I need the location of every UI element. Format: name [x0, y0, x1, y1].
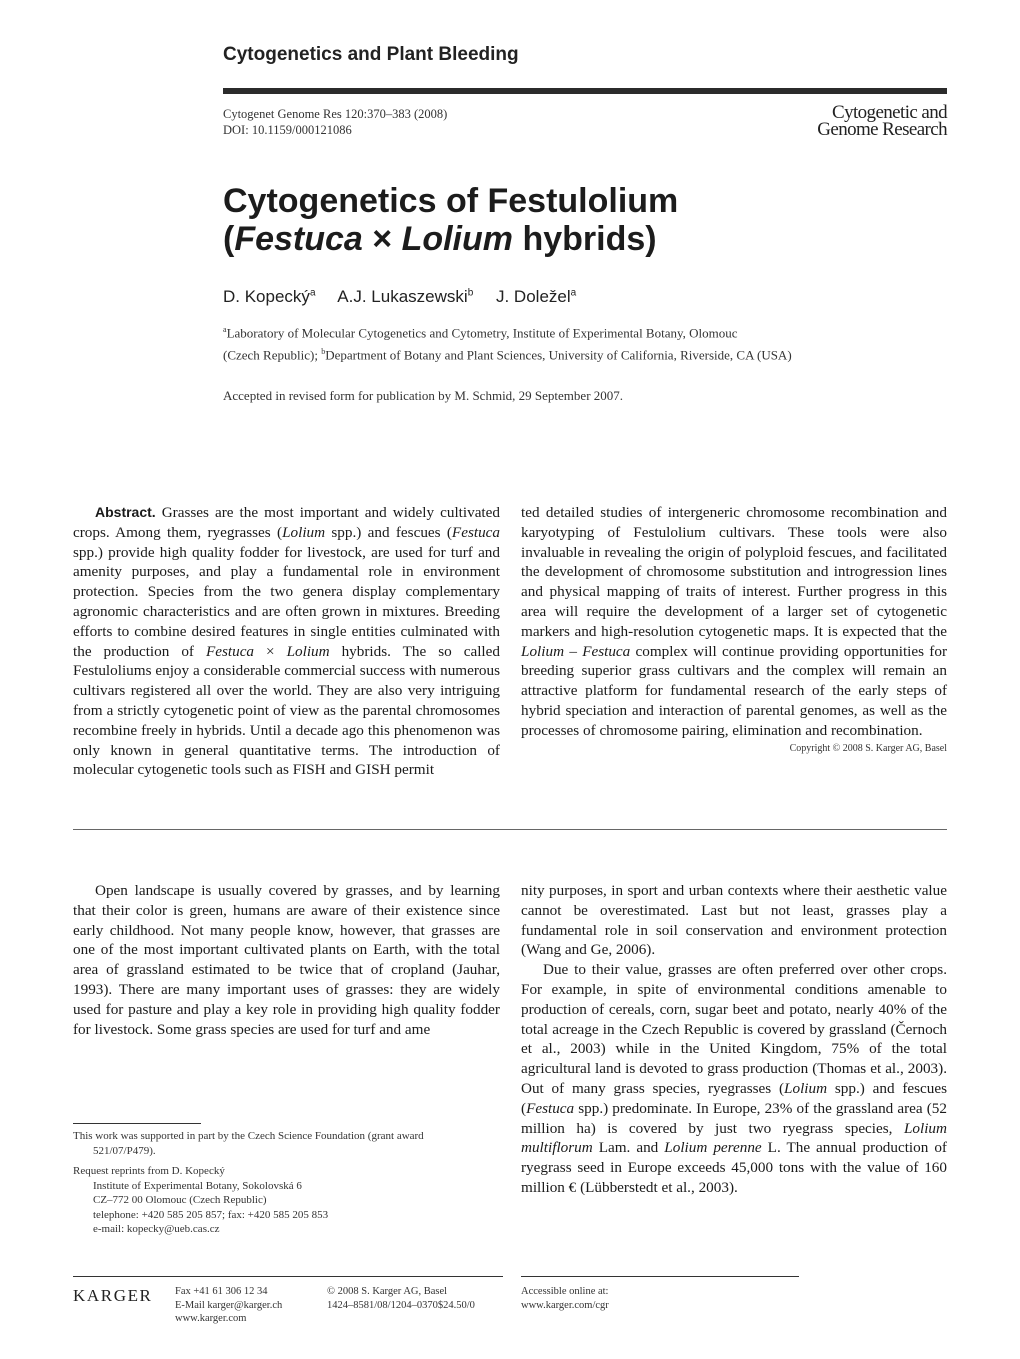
- body-right-column: [521, 881, 947, 1198]
- abstract-text: spp.) provide high quality fodder for livestock, are used for turf and amenity purposes, and play a fundamental role in environment protection. Species from the two genera display complementary agronomic characteristics and are often grown in mixtures. Breeding efforts to combine desired features in single entities culminated with the production of: [73, 543, 500, 660]
- abstract-italic: Festuca: [582, 642, 631, 660]
- footer-contact: [175, 1285, 282, 1326]
- affiliation-a-country: (Czech Republic);: [223, 347, 322, 363]
- author-name: D. Kopecký: [223, 287, 310, 306]
- title-line1: Cytogenetics of Festulolium: [223, 182, 679, 220]
- footnote-phone: telephone: +420 585 205 857; fax: +420 585 205 853: [93, 1208, 329, 1221]
- header-rule: [223, 88, 947, 94]
- author-name: J. Doležel: [495, 287, 571, 306]
- body-text: Lam. and: [592, 1139, 665, 1157]
- footnotes: [73, 1129, 503, 1237]
- footnote-address: CZ–772 00 Olomouc (Czech Republic): [93, 1194, 267, 1206]
- footer-email[interactable]: E-Mail karger@karger.ch: [175, 1299, 283, 1311]
- abstract-text: hybrids. The so called Festuloliums enjoy a considerable commercial success with numerous cultivars registered all over the world. They are also very intriguing from a strictly cytogenetic point of view as the parental chromosomes recombine freely in hybrids. Until a decade ago this phenomenon was only known in general quantitative terms. The introduction of molecular cytogenetic tools such as FISH and GISH permit: [73, 642, 500, 779]
- section-title: Cytogenetics and Plant Bleeding: [223, 44, 519, 65]
- affiliation-a: Laboratory of Molecular Cytogenetics and Cytometry, Institute of Experimental Botany, Olomouc: [226, 325, 738, 341]
- body-text: L. The annual production of ryegrass seed in Europe exceeds 45,000 tons with the value of 160 million € (Lübberstedt et al., 2003).: [521, 1139, 947, 1196]
- abstract-right-column: [521, 503, 947, 757]
- affiliation-a-mark: a: [223, 325, 227, 334]
- doi: DOI: 10.1159/000121086: [223, 123, 352, 137]
- abstract-text: complex will continue providing opportunities for breeding superior grass cultivars and the complex will remain an attractive platform for fundamental research of the early steps of hybrid speciation and interaction of parental genomes, as well as the processes of chromosome pairing, elimination and recombination.: [521, 642, 948, 739]
- abstract-left-column: [73, 503, 500, 780]
- footnote-rule: [73, 1123, 201, 1124]
- footer-web-link[interactable]: www.karger.com: [175, 1313, 247, 1324]
- section-divider: [73, 829, 947, 830]
- abstract-copyright: Copyright © 2008 S. Karger AG, Basel: [789, 742, 947, 754]
- body-text: spp.) and fescues (: [521, 1079, 948, 1117]
- abstract-text: ted detailed studies of intergeneric chromosome recombination and karyotyping of Festulolium cultivars. These tools were also invaluable in revealing the origin of polyploid fescues, and facilitated the development of chromosome substitution and introgression lines and physical mapping of traits of interest. Further progress in this area will require the development of a larger set of cytogenetic markers and high-resolution cytogenetic maps. It is expected that the: [521, 504, 947, 640]
- footnote-support: This work was supported in part by the Czech Science Foundation (grant award: [73, 1130, 424, 1142]
- journal-logo-line2: Genome Research: [817, 119, 947, 140]
- author-affiliation-mark: a: [309, 287, 316, 299]
- journal-logo: [817, 104, 947, 138]
- author-affiliation-mark: a: [570, 287, 577, 299]
- abstract-cross: ×: [254, 642, 287, 660]
- abstract-dash: –: [564, 642, 583, 660]
- footnote-email[interactable]: e-mail: kopecky@ueb.cas.cz: [93, 1223, 220, 1235]
- footer-rule: [73, 1276, 503, 1277]
- body-italic: Lolium multiflorum: [521, 1119, 947, 1157]
- body-italic: Lolium: [784, 1079, 828, 1097]
- body-italic: Lolium perenne: [664, 1139, 762, 1157]
- title-paren-open: (: [223, 220, 235, 258]
- abstract-italic: Lolium: [282, 523, 326, 541]
- abstract-italic: Lolium: [286, 642, 330, 660]
- author: [337, 287, 473, 306]
- article-title: [223, 182, 678, 258]
- title-genus-festuca: Festuca: [234, 220, 363, 258]
- body-paragraph: [521, 960, 947, 1198]
- title-rest: hybrids): [513, 220, 657, 258]
- footer-online-label: Accessible online at:: [521, 1286, 609, 1297]
- body-italic: Festuca: [526, 1099, 575, 1117]
- abstract-italic: Festuca: [205, 642, 255, 660]
- title-cross: ×: [362, 220, 402, 258]
- body-left-column: [73, 881, 500, 1039]
- accepted-note: Accepted in revised form for publication by M. Schmid, 29 September 2007.: [223, 388, 624, 403]
- footer-fax: Fax +41 61 306 12 34: [175, 1286, 268, 1297]
- footer-online: [521, 1285, 609, 1312]
- footnote-address: Institute of Experimental Botany, Sokolovská 6: [93, 1179, 302, 1192]
- author: [223, 287, 316, 306]
- publisher-logo: KARGER: [73, 1286, 153, 1305]
- author-name: A.J. Lukaszewski: [337, 287, 468, 306]
- journal-logo-line1: Cytogenetic and: [832, 102, 947, 123]
- footer-rule: [521, 1276, 799, 1277]
- footer-copyright-text: © 2008 S. Karger AG, Basel: [327, 1286, 448, 1297]
- body-paragraph: nity purposes, in sport and urban contexts where their aesthetic value cannot be overestimated. Last but not least, grasses play a fundamental role in soil conservation and environment protection (Wang and Ge, 2006).: [521, 882, 947, 959]
- body-paragraph: Open landscape is usually covered by grasses, and by learning that their color is green, humans are aware of their existence since early childhood. Not many people know, however, that grasses are one of the most important cultivated plants on Earth, with the total area of grassland estimated to be twice that of cropland (Jauhar, 1993). There are many important uses of grasses: they are widely used for pasture and play a key role in providing high quality fodder for livestock. Some grass species are used for turf and ame: [73, 882, 500, 1038]
- abstract-text: Grasses are the most important and widely cultivated crops. Among them, ryegrasses (: [73, 504, 500, 541]
- title-genus-lolium: Lolium: [401, 220, 514, 258]
- abstract-italic: Festuca: [451, 523, 500, 541]
- author-list: [223, 287, 594, 307]
- affiliation-b: Department of Botany and Plant Sciences, University of California, Riverside, CA (USA): [325, 347, 792, 363]
- footer-copyright: [327, 1285, 475, 1312]
- abstract-text: spp.) and fescues (: [325, 523, 452, 541]
- citation-block: [223, 106, 447, 138]
- footnote-support-grant: 521/07/P479).: [93, 1144, 156, 1157]
- abstract-italic: Lolium: [521, 642, 565, 660]
- affiliation-b-mark: b: [321, 347, 326, 357]
- footer-issn: 1424–8581/08/1204–0370$24.50/0: [327, 1299, 475, 1311]
- citation: Cytogenet Genome Res 120:370–383 (2008): [223, 107, 448, 121]
- author-affiliation-mark: b: [467, 287, 474, 299]
- abstract-label: Abstract.: [95, 504, 156, 520]
- footer-online-link[interactable]: www.karger.com/cgr: [521, 1299, 609, 1311]
- body-text: spp.) predominate. In Europe, 23% of the grassland area (52 million ha) is covered by just two ryegrass species,: [521, 1099, 947, 1137]
- affiliations: [223, 320, 943, 365]
- footnote-reprints: Request reprints from D. Kopecký: [73, 1165, 225, 1177]
- body-text: Due to their value, grasses are often preferred over other crops. For example, in spite of environmental conditions amenable to production of cereals, corn, sugar beet and potato, nearly 40% of the total acreage in the Czech Republic is covered by grassland (Černoch et al., 2003) while in the United Kingdom, 75% of the total agricultural land is devoted to grass production (Thomas et al., 2003). Out of many grass species, ryegrasses (: [521, 961, 947, 1097]
- author: [496, 287, 576, 306]
